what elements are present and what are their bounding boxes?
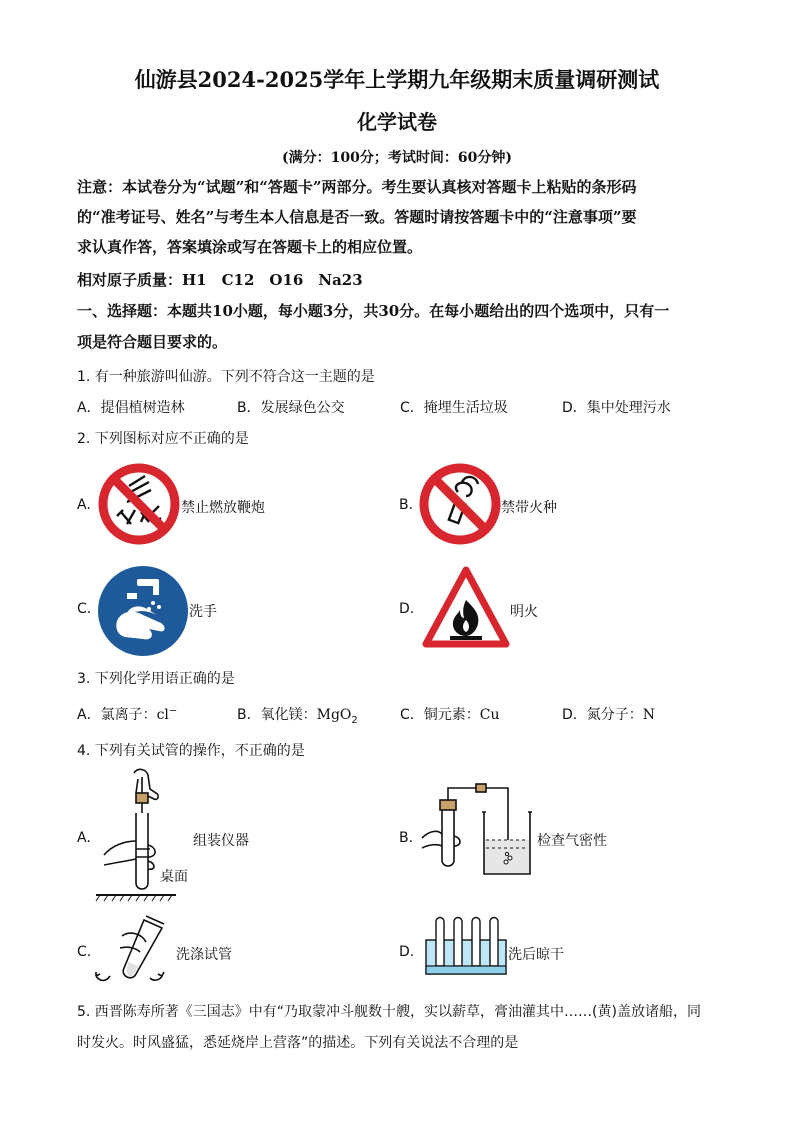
q1-option-d: D．集中处理污水 (562, 400, 671, 416)
q4-b-label: 检查气密性 (537, 833, 607, 849)
drying-rack-illustration (424, 914, 508, 978)
exam-title: 仙游县2024-2025学年上学期九年级期末质量调研测试 (134, 67, 660, 92)
q4-d-letter: D. (399, 944, 415, 960)
open-flame-warning-icon (422, 566, 510, 650)
q2-d-label: 明火 (510, 604, 538, 620)
q4-a-table-label: 桌面 (160, 869, 188, 885)
q3-a-charge: − (168, 705, 178, 717)
atomic-mass: 相对原子质量：H1 C12 O16 Na23 (77, 271, 363, 289)
q2-a-letter: A. (77, 497, 91, 513)
q3-option-b (237, 704, 358, 726)
q1-option-c: C．掩埋生活垃圾 (400, 400, 508, 416)
exam-info: (满分：100分；考试时间：60分钟) (282, 150, 512, 166)
q1-stem: 1. 有一种旅游叫仙游。下列不符合这一主题的是 (77, 369, 375, 385)
q2-a-label: 禁止燃放鞭炮 (181, 500, 265, 516)
q1-option-b: B．发展绿色公交 (237, 400, 345, 416)
q4-d-label: 洗后晾干 (508, 947, 564, 963)
q4-c-letter: C. (77, 944, 92, 960)
q4-a-label: 组装仪器 (193, 833, 249, 849)
q5-line-2: 时发火。时风盛猛，悉延烧岸上营落”的描述。下列有关说法不合理的是 (77, 1035, 519, 1051)
q4-stem: 4. 下列有关试管的操作，不正确的是 (77, 743, 305, 759)
section1-line-2: 项是符合题目要求的。 (77, 333, 228, 351)
q3-a-formula: cl (156, 707, 169, 723)
q2-b-label: 禁带火种 (501, 500, 557, 516)
no-fire-sources-icon (418, 462, 502, 546)
notice-line-1: 注意：本试卷分为“试题”和“答题卡”两部分。考生要认真核对答题卡上粘贴的条形码 (77, 178, 637, 196)
q3-option-d (562, 704, 655, 724)
q2-d-letter: D. (399, 601, 415, 617)
q3-b-prefix: B．氧化镁： (237, 707, 317, 723)
q3-c-prefix: C．铜元素： (400, 707, 480, 723)
q1-option-a: A．提倡植树造林 (77, 400, 185, 416)
q3-stem: 3. 下列化学用语正确的是 (77, 671, 235, 687)
q2-b-letter: B. (399, 497, 414, 513)
q2-c-letter: C. (77, 601, 92, 617)
q3-d-prefix: D．氮分子： (562, 707, 643, 723)
washing-test-tube-illustration (92, 912, 178, 986)
no-firecrackers-icon (97, 462, 181, 546)
q3-option-a (77, 704, 177, 724)
q3-a-prefix: A．氯离子： (77, 707, 157, 723)
airtightness-check-illustration (420, 778, 540, 882)
q3-d-formula: N (642, 707, 656, 723)
q2-c-label: 洗手 (189, 604, 217, 620)
q3-b-formula: MgO (316, 707, 352, 723)
exam-subtitle: 化学试卷 (357, 110, 437, 134)
q4-c-label: 洗涤试管 (176, 947, 232, 963)
q4-a-letter: A. (77, 830, 91, 846)
notice-line-3: 求认真作答，答案填涂或写在答题卡上的相应位置。 (77, 238, 423, 256)
notice-line-2: 的“准考证号、姓名”与考生本人信息是否一致。答题时请按答题卡中的“注意事项”要 (77, 208, 637, 226)
section1-line-1: 一、选择题：本题共10小题，每小题3分，共30分。在每小题给出的四个选项中，只有一 (77, 302, 670, 320)
q4-b-letter: B. (399, 830, 414, 846)
q2-stem: 2. 下列图标对应不正确的是 (77, 431, 249, 447)
q5-line-1: 5. 西晋陈寿所著《三国志》中有“乃取蒙冲斗舰数十艘，实以薪草，膏油灌其中……(黄)盖放诸船，同 (77, 1004, 701, 1020)
q3-option-c (400, 704, 500, 724)
wash-hands-icon (97, 565, 189, 657)
q3-b-subscript: 2 (351, 714, 358, 726)
q3-c-formula: Cu (479, 707, 500, 723)
